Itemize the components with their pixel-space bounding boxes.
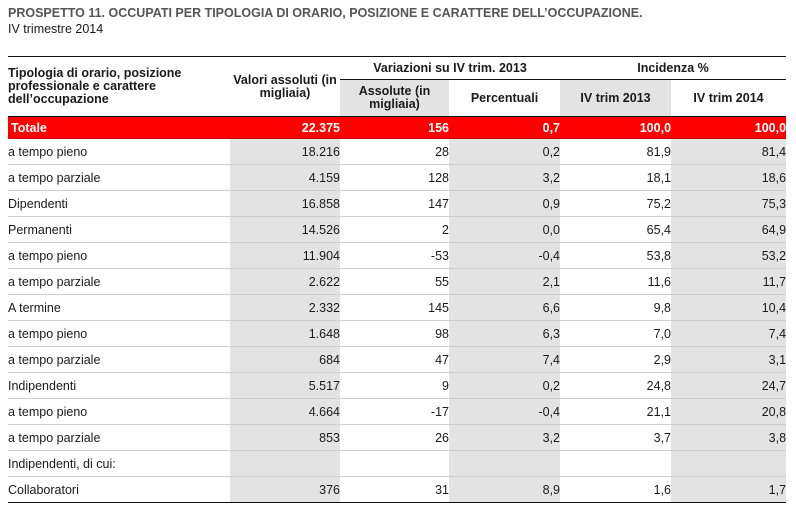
table-row (8, 399, 786, 425)
cell-var-percentuali (449, 451, 560, 477)
cell-valori: 14.526 (230, 217, 340, 243)
cell-inc-2014: 3,8 (671, 425, 786, 451)
row-label: Dipendenti (8, 191, 230, 217)
cell-inc-2014: 11,7 (671, 269, 786, 295)
table-row (8, 425, 786, 451)
cell-var-assolute: 9 (340, 373, 449, 399)
cell-var-assolute: 26 (340, 425, 449, 451)
header-group-variazioni: Variazioni su IV trim. 2013 (340, 57, 560, 80)
cell-var-percentuali: -0,4 (449, 243, 560, 269)
cell-var-percentuali: 3,2 (449, 165, 560, 191)
cell-var-percentuali: -0,4 (449, 399, 560, 425)
occupati-table (8, 56, 786, 503)
cell-inc-2013: 53,8 (560, 243, 671, 269)
cell-inc-2014: 20,8 (671, 399, 786, 425)
row-label: Indipendenti (8, 373, 230, 399)
cell-valori: 1.648 (230, 321, 340, 347)
table-row (8, 451, 786, 477)
cell-var-assolute: -53 (340, 243, 449, 269)
row-label: a tempo parziale (8, 269, 230, 295)
cell-inc-2014: 81,4 (671, 139, 786, 165)
table-row (8, 191, 786, 217)
header-inc-2014: IV trim 2014 (671, 80, 786, 117)
cell-inc-2013: 1,6 (560, 477, 671, 503)
cell-var-assolute: 128 (340, 165, 449, 191)
cell-inc-2013: 7,0 (560, 321, 671, 347)
row-label: a tempo parziale (8, 165, 230, 191)
table-row (8, 165, 786, 191)
cell-inc-2014: 3,1 (671, 347, 786, 373)
cell-var-percentuali: 0,2 (449, 373, 560, 399)
cell-var-assolute: 156 (340, 117, 449, 139)
cell-var-percentuali: 0,0 (449, 217, 560, 243)
cell-var-assolute: 145 (340, 295, 449, 321)
cell-inc-2014: 64,9 (671, 217, 786, 243)
cell-inc-2013: 2,9 (560, 347, 671, 373)
cell-valori: 376 (230, 477, 340, 503)
cell-inc-2013: 81,9 (560, 139, 671, 165)
row-label: a tempo pieno (8, 399, 230, 425)
cell-var-percentuali: 7,4 (449, 347, 560, 373)
cell-var-percentuali: 2,1 (449, 269, 560, 295)
cell-inc-2014: 10,4 (671, 295, 786, 321)
table-row (8, 269, 786, 295)
row-label: A termine (8, 295, 230, 321)
cell-var-assolute: 147 (340, 191, 449, 217)
cell-var-assolute: -17 (340, 399, 449, 425)
cell-var-percentuali: 0,2 (449, 139, 560, 165)
cell-inc-2013 (560, 451, 671, 477)
cell-valori: 4.159 (230, 165, 340, 191)
header-group-incidenza: Incidenza % (560, 57, 786, 80)
report-subtitle: IV trimestre 2014 (8, 22, 104, 36)
cell-inc-2013: 11,6 (560, 269, 671, 295)
table-row (8, 243, 786, 269)
table-row-totale (8, 117, 786, 139)
cell-var-percentuali: 6,6 (449, 295, 560, 321)
cell-inc-2013: 24,8 (560, 373, 671, 399)
row-label: a tempo parziale (8, 347, 230, 373)
cell-inc-2013: 3,7 (560, 425, 671, 451)
cell-var-assolute: 47 (340, 347, 449, 373)
cell-var-assolute: 98 (340, 321, 449, 347)
cell-valori: 16.858 (230, 191, 340, 217)
table-row (8, 373, 786, 399)
report-title: PROSPETTO 11. OCCUPATI PER TIPOLOGIA DI ORARIO, POSIZIONE E CARATTERE DELL’OCCUPAZIONE. (8, 6, 643, 20)
table-row (8, 139, 786, 165)
cell-valori: 684 (230, 347, 340, 373)
cell-inc-2014: 24,7 (671, 373, 786, 399)
cell-inc-2014: 53,2 (671, 243, 786, 269)
header-valori-assoluti: Valori assoluti (in migliaia) (230, 57, 340, 117)
header-tipologia: Tipologia di orario, posizione professionale e carattere dell’occupazione (8, 57, 230, 117)
cell-var-assolute: 2 (340, 217, 449, 243)
cell-var-percentuali: 6,3 (449, 321, 560, 347)
row-label: a tempo pieno (8, 243, 230, 269)
row-label: a tempo parziale (8, 425, 230, 451)
table-row (8, 347, 786, 373)
cell-valori: 2.622 (230, 269, 340, 295)
cell-var-assolute: 28 (340, 139, 449, 165)
header-var-percentuali: Percentuali (449, 80, 560, 117)
cell-valori: 5.517 (230, 373, 340, 399)
cell-var-assolute: 55 (340, 269, 449, 295)
cell-var-percentuali: 3,2 (449, 425, 560, 451)
cell-valori: 853 (230, 425, 340, 451)
header-inc-2013: IV trim 2013 (560, 80, 671, 117)
header-var-assolute: Assolute (in migliaia) (340, 80, 449, 117)
row-label: Indipendenti, di cui: (8, 451, 230, 477)
cell-valori: 11.904 (230, 243, 340, 269)
cell-inc-2014: 100,0 (671, 117, 786, 139)
cell-valori (230, 451, 340, 477)
table-row (8, 295, 786, 321)
row-label: Permanenti (8, 217, 230, 243)
cell-inc-2013: 100,0 (560, 117, 671, 139)
cell-inc-2014: 7,4 (671, 321, 786, 347)
cell-var-percentuali: 0,9 (449, 191, 560, 217)
row-label: Collaboratori (8, 477, 230, 503)
cell-var-percentuali: 0,7 (449, 117, 560, 139)
cell-inc-2013: 18,1 (560, 165, 671, 191)
row-label: a tempo pieno (8, 139, 230, 165)
cell-var-assolute: 31 (340, 477, 449, 503)
cell-var-percentuali: 8,9 (449, 477, 560, 503)
cell-valori: 4.664 (230, 399, 340, 425)
cell-inc-2013: 65,4 (560, 217, 671, 243)
cell-valori: 22.375 (230, 117, 340, 139)
cell-inc-2013: 75,2 (560, 191, 671, 217)
cell-inc-2014: 75,3 (671, 191, 786, 217)
cell-valori: 18.216 (230, 139, 340, 165)
row-label: a tempo pieno (8, 321, 230, 347)
table-row (8, 477, 786, 503)
cell-inc-2013: 9,8 (560, 295, 671, 321)
cell-var-assolute (340, 451, 449, 477)
cell-inc-2014: 18,6 (671, 165, 786, 191)
table-row (8, 321, 786, 347)
cell-valori: 2.332 (230, 295, 340, 321)
cell-inc-2014: 1,7 (671, 477, 786, 503)
cell-inc-2014 (671, 451, 786, 477)
row-label: Totale (8, 117, 230, 139)
table-row (8, 217, 786, 243)
cell-inc-2013: 21,1 (560, 399, 671, 425)
